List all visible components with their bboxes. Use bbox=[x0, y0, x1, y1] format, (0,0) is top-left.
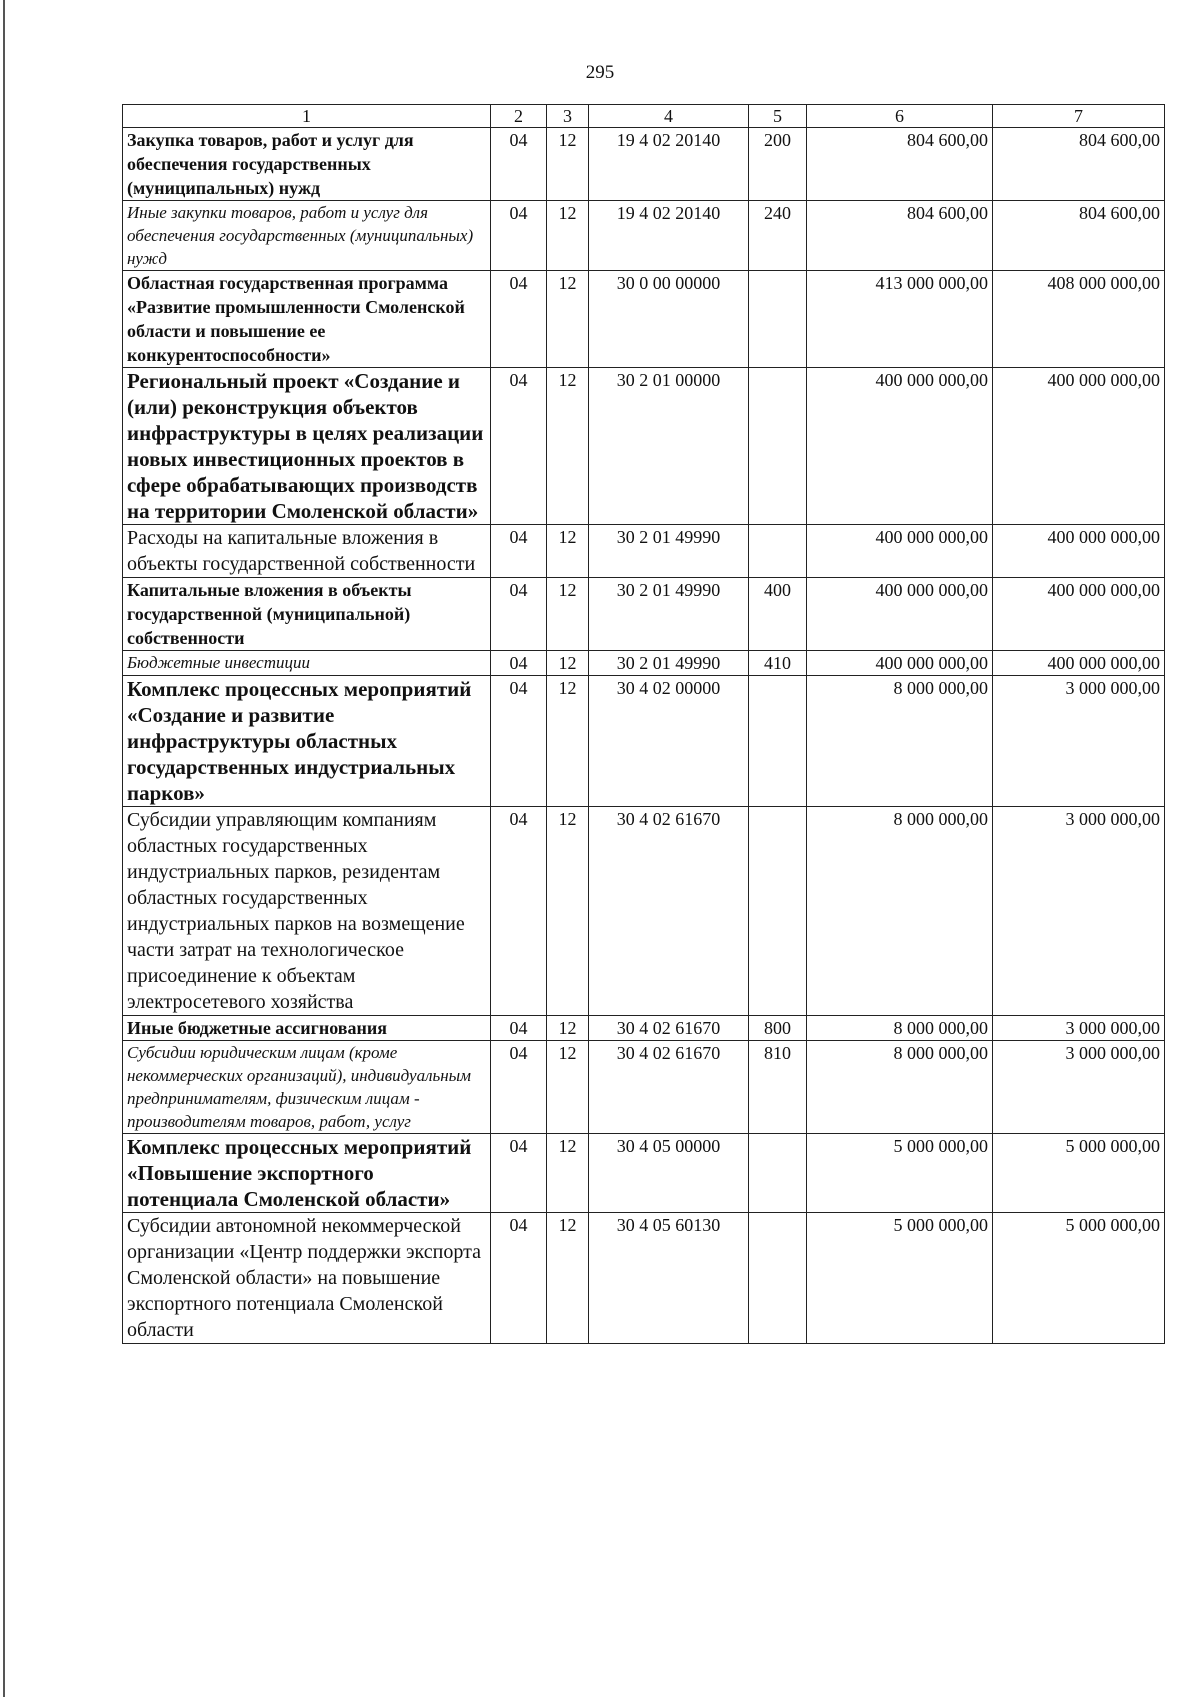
row-section: 04 bbox=[491, 676, 547, 807]
row-section: 04 bbox=[491, 807, 547, 1016]
row-amount-2: 5 000 000,00 bbox=[993, 1134, 1165, 1213]
row-amount-2: 400 000 000,00 bbox=[993, 525, 1165, 578]
row-subsection: 12 bbox=[547, 676, 589, 807]
row-name: Субсидии автономной некоммерческой организации «Центр поддержки экспорта Смоленской области» на повышение экспортного потенциала Смоленской области bbox=[123, 1213, 491, 1344]
row-target-code: 19 4 02 20140 bbox=[589, 128, 749, 201]
row-amount-2: 400 000 000,00 bbox=[993, 651, 1165, 676]
row-name: Областная государственная программа «Развитие промышленности Смоленской области и повышение ее конкурентоспособности» bbox=[123, 271, 491, 368]
row-amount-1: 5 000 000,00 bbox=[807, 1134, 993, 1213]
row-name: Субсидии управляющим компаниям областных государственных индустриальных парков, резидентам областных государственных индустриальных парков на возмещение части затрат на технологическое присоединение к объектам электросетевого хозяйства bbox=[123, 807, 491, 1016]
row-name: Расходы на капитальные вложения в объекты государственной собственности bbox=[123, 525, 491, 578]
header-cell: 2 bbox=[491, 105, 547, 128]
row-target-code: 30 2 01 49990 bbox=[589, 578, 749, 651]
row-section: 04 bbox=[491, 578, 547, 651]
scan-edge-line bbox=[3, 0, 5, 1697]
row-subsection: 12 bbox=[547, 368, 589, 525]
budget-table bbox=[122, 104, 1165, 1344]
row-target-code: 30 2 01 00000 bbox=[589, 368, 749, 525]
row-target-code: 30 4 02 61670 bbox=[589, 1016, 749, 1041]
table-row bbox=[123, 1041, 1165, 1134]
table-row bbox=[123, 807, 1165, 1016]
table-row bbox=[123, 1016, 1165, 1041]
table-row bbox=[123, 578, 1165, 651]
row-section: 04 bbox=[491, 651, 547, 676]
row-amount-2: 3 000 000,00 bbox=[993, 1041, 1165, 1134]
row-expense-type: 810 bbox=[749, 1041, 807, 1134]
row-amount-2: 408 000 000,00 bbox=[993, 271, 1165, 368]
row-amount-1: 8 000 000,00 bbox=[807, 676, 993, 807]
row-name: Бюджетные инвестиции bbox=[123, 651, 491, 676]
row-name: Закупка товаров, работ и услуг для обеспечения государственных (муниципальных) нужд bbox=[123, 128, 491, 201]
row-amount-1: 400 000 000,00 bbox=[807, 525, 993, 578]
row-name: Субсидии юридическим лицам (кроме некоммерческих организаций), индивидуальным предпринимателям, физическим лицам - производителям товаров, работ, услуг bbox=[123, 1041, 491, 1134]
row-expense-type: 240 bbox=[749, 201, 807, 271]
row-name: Комплекс процессных мероприятий «Повышение экспортного потенциала Смоленской области» bbox=[123, 1134, 491, 1213]
row-section: 04 bbox=[491, 201, 547, 271]
row-target-code: 30 4 05 00000 bbox=[589, 1134, 749, 1213]
row-section: 04 bbox=[491, 1016, 547, 1041]
row-subsection: 12 bbox=[547, 525, 589, 578]
header-cell: 6 bbox=[807, 105, 993, 128]
table-row bbox=[123, 201, 1165, 271]
row-subsection: 12 bbox=[547, 807, 589, 1016]
row-target-code: 30 4 02 61670 bbox=[589, 807, 749, 1016]
row-target-code: 19 4 02 20140 bbox=[589, 201, 749, 271]
row-name: Региональный проект «Создание и (или) реконструкция объектов инфраструктуры в целях реализации новых инвестиционных проектов в сфере обрабатывающих производств на территории Смоленской области» bbox=[123, 368, 491, 525]
row-name: Иные закупки товаров, работ и услуг для обеспечения государственных (муниципальных) нужд bbox=[123, 201, 491, 271]
row-subsection: 12 bbox=[547, 271, 589, 368]
header-cell: 3 bbox=[547, 105, 589, 128]
table-row bbox=[123, 1213, 1165, 1344]
row-section: 04 bbox=[491, 128, 547, 201]
row-subsection: 12 bbox=[547, 128, 589, 201]
table-row bbox=[123, 676, 1165, 807]
row-amount-1: 400 000 000,00 bbox=[807, 368, 993, 525]
table-row bbox=[123, 525, 1165, 578]
row-expense-type bbox=[749, 368, 807, 525]
row-expense-type bbox=[749, 271, 807, 368]
row-amount-1: 8 000 000,00 bbox=[807, 1041, 993, 1134]
row-target-code: 30 2 01 49990 bbox=[589, 525, 749, 578]
row-amount-1: 413 000 000,00 bbox=[807, 271, 993, 368]
row-expense-type: 200 bbox=[749, 128, 807, 201]
row-name: Капитальные вложения в объекты государственной (муниципальной) собственности bbox=[123, 578, 491, 651]
row-expense-type bbox=[749, 1213, 807, 1344]
row-target-code: 30 4 05 60130 bbox=[589, 1213, 749, 1344]
table-row bbox=[123, 1134, 1165, 1213]
row-name: Комплекс процессных мероприятий «Создание и развитие инфраструктуры областных государственных индустриальных парков» bbox=[123, 676, 491, 807]
header-cell: 1 bbox=[123, 105, 491, 128]
table-row bbox=[123, 651, 1165, 676]
row-section: 04 bbox=[491, 525, 547, 578]
row-amount-2: 5 000 000,00 bbox=[993, 1213, 1165, 1344]
row-target-code: 30 4 02 00000 bbox=[589, 676, 749, 807]
row-amount-2: 3 000 000,00 bbox=[993, 807, 1165, 1016]
header-cell: 4 bbox=[589, 105, 749, 128]
row-expense-type: 400 bbox=[749, 578, 807, 651]
table-header-row bbox=[123, 105, 1165, 128]
row-amount-2: 804 600,00 bbox=[993, 128, 1165, 201]
row-amount-2: 400 000 000,00 bbox=[993, 368, 1165, 525]
row-amount-1: 400 000 000,00 bbox=[807, 651, 993, 676]
row-subsection: 12 bbox=[547, 1041, 589, 1134]
row-expense-type bbox=[749, 676, 807, 807]
row-amount-1: 5 000 000,00 bbox=[807, 1213, 993, 1344]
row-name: Иные бюджетные ассигнования bbox=[123, 1016, 491, 1041]
row-target-code: 30 2 01 49990 bbox=[589, 651, 749, 676]
row-section: 04 bbox=[491, 271, 547, 368]
row-expense-type bbox=[749, 1134, 807, 1213]
row-expense-type: 410 bbox=[749, 651, 807, 676]
row-amount-2: 804 600,00 bbox=[993, 201, 1165, 271]
row-amount-1: 804 600,00 bbox=[807, 201, 993, 271]
table-row bbox=[123, 368, 1165, 525]
row-expense-type bbox=[749, 807, 807, 1016]
row-amount-1: 804 600,00 bbox=[807, 128, 993, 201]
row-subsection: 12 bbox=[547, 578, 589, 651]
table-row bbox=[123, 128, 1165, 201]
page-number: 295 bbox=[585, 62, 615, 83]
row-section: 04 bbox=[491, 1041, 547, 1134]
row-amount-2: 3 000 000,00 bbox=[993, 676, 1165, 807]
row-section: 04 bbox=[491, 1134, 547, 1213]
row-amount-1: 8 000 000,00 bbox=[807, 1016, 993, 1041]
row-amount-1: 8 000 000,00 bbox=[807, 807, 993, 1016]
table-row bbox=[123, 271, 1165, 368]
row-amount-2: 3 000 000,00 bbox=[993, 1016, 1165, 1041]
row-section: 04 bbox=[491, 1213, 547, 1344]
row-amount-1: 400 000 000,00 bbox=[807, 578, 993, 651]
row-target-code: 30 4 02 61670 bbox=[589, 1041, 749, 1134]
row-subsection: 12 bbox=[547, 651, 589, 676]
row-expense-type: 800 bbox=[749, 1016, 807, 1041]
row-target-code: 30 0 00 00000 bbox=[589, 271, 749, 368]
row-amount-2: 400 000 000,00 bbox=[993, 578, 1165, 651]
row-subsection: 12 bbox=[547, 1016, 589, 1041]
row-subsection: 12 bbox=[547, 201, 589, 271]
row-subsection: 12 bbox=[547, 1134, 589, 1213]
row-expense-type bbox=[749, 525, 807, 578]
row-section: 04 bbox=[491, 368, 547, 525]
row-subsection: 12 bbox=[547, 1213, 589, 1344]
header-cell: 5 bbox=[749, 105, 807, 128]
header-cell: 7 bbox=[993, 105, 1165, 128]
